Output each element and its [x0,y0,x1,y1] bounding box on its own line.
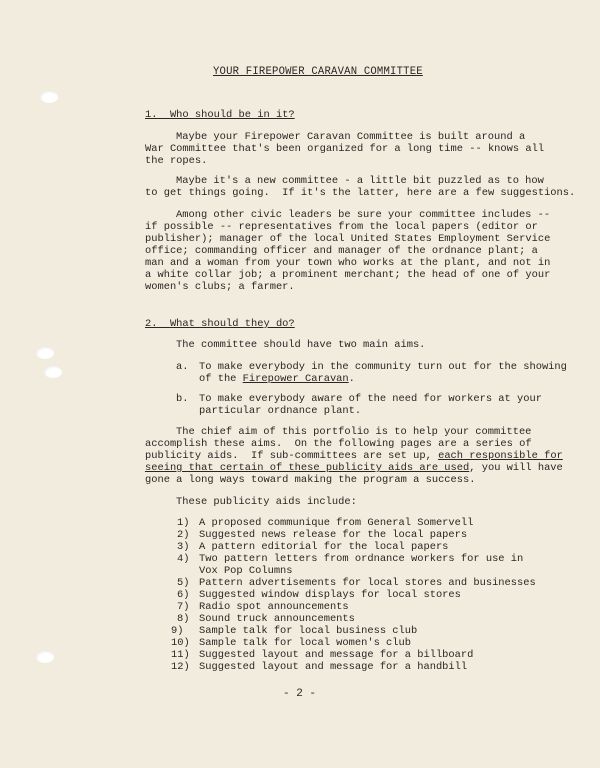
list-item-number: 2) [177,529,190,541]
paragraph-line: the ropes. [145,155,208,167]
list-item-number: 11) [171,649,190,661]
underlined-phrase: each responsible for [438,450,563,462]
paragraph-line: to get things going. If it's the latter, here are a few suggestions. [145,187,576,199]
paragraph-line: accomplish these aims. On the following pages are a series of [145,438,532,450]
section-2-intro: The committee should have two main aims. [176,339,426,351]
paragraph-line: War Committee that's been organized for a long time -- knows all [145,143,545,155]
paragraph-line: if possible -- representatives from the local papers (editor or [145,221,538,233]
item-a-marker: a. [176,361,189,373]
list-item: Suggested layout and message for a handbill [199,661,468,673]
list-item-number: 7) [177,601,190,613]
list-item-number: 8) [177,613,190,625]
paragraph-line: publicity aids. If sub-committees are set up, each responsible for [145,450,563,462]
paragraph-line: Maybe it's a new committee - a little bit puzzled as to how [176,175,544,187]
paragraph-line: a white collar job; a prominent merchant; the head of one of your [145,269,551,281]
paragraph-line: Maybe your Firepower Caravan Committee is built around a [176,131,526,143]
punch-hole-bottom [36,651,54,663]
punch-hole-middle-1 [36,347,54,359]
item-a-line: of the Firepower Caravan. [199,373,355,385]
list-item-number: 1) [177,517,190,529]
list-item: Sample talk for local women's club [199,637,412,649]
list-item-number: 10) [171,637,190,649]
section-2-heading: 2. What should they do? [145,318,295,330]
section-1-heading: 1. Who should be in it? [145,109,295,121]
paragraph-line: man and a woman from your town who works at the plant, and not in [145,257,551,269]
paragraph-line: gone a long ways toward making the program a success. [145,474,476,486]
list-item: Radio spot announcements [199,601,349,613]
list-item: Suggested news release for the local papers [199,529,468,541]
punch-hole-middle-2 [44,366,62,378]
list-item-number: 9) [171,625,184,637]
list-item: A pattern editorial for the local papers [199,541,449,553]
punch-hole-top [40,91,58,103]
list-item: Sound truck announcements [199,613,355,625]
paragraph-line: publisher); manager of the local United States Employment Service [145,233,551,245]
list-item-number: 5) [177,577,190,589]
list-item: A proposed communique from General Somervell [199,517,474,529]
paragraph-line: The chief aim of this portfolio is to help your committee [176,426,532,438]
list-item: Pattern advertisements for local stores and businesses [199,577,536,589]
underlined-phrase: seeing that certain of these publicity aids are used [145,462,470,474]
paragraph-line: Among other civic leaders be sure your committee includes -- [176,209,551,221]
firepower-caravan-underlined: Firepower Caravan [242,373,349,385]
document-title: YOUR FIREPOWER CARAVAN COMMITTEE [213,66,423,78]
list-item: Two pattern letters from ordnance workers for use in [199,553,524,565]
item-b-marker: b. [176,393,189,405]
list-item: Vox Pop Columns [199,565,293,577]
list-item-number: 3) [177,541,190,553]
page-number: - 2 - [283,688,317,700]
list-item-number: 4) [177,553,190,565]
list-item-number: 6) [177,589,190,601]
paragraph-line: seeing that certain of these publicity aids are used, you will have [145,462,563,474]
aids-list-intro: These publicity aids include: [176,496,357,508]
list-item: Suggested layout and message for a billboard [199,649,474,661]
item-b-line: particular ordnance plant. [199,405,362,417]
list-item: Suggested window displays for local stores [199,589,461,601]
paragraph-line: women's clubs; a farmer. [145,281,295,293]
item-b-line: To make everybody aware of the need for workers at your [199,393,542,405]
list-item-number: 12) [171,661,190,673]
item-a-line: To make everybody in the community turn out for the showing [199,361,567,373]
paragraph-line: office; commanding officer and manager of the ordnance plant; a [145,245,538,257]
list-item: Sample talk for local business club [199,625,418,637]
